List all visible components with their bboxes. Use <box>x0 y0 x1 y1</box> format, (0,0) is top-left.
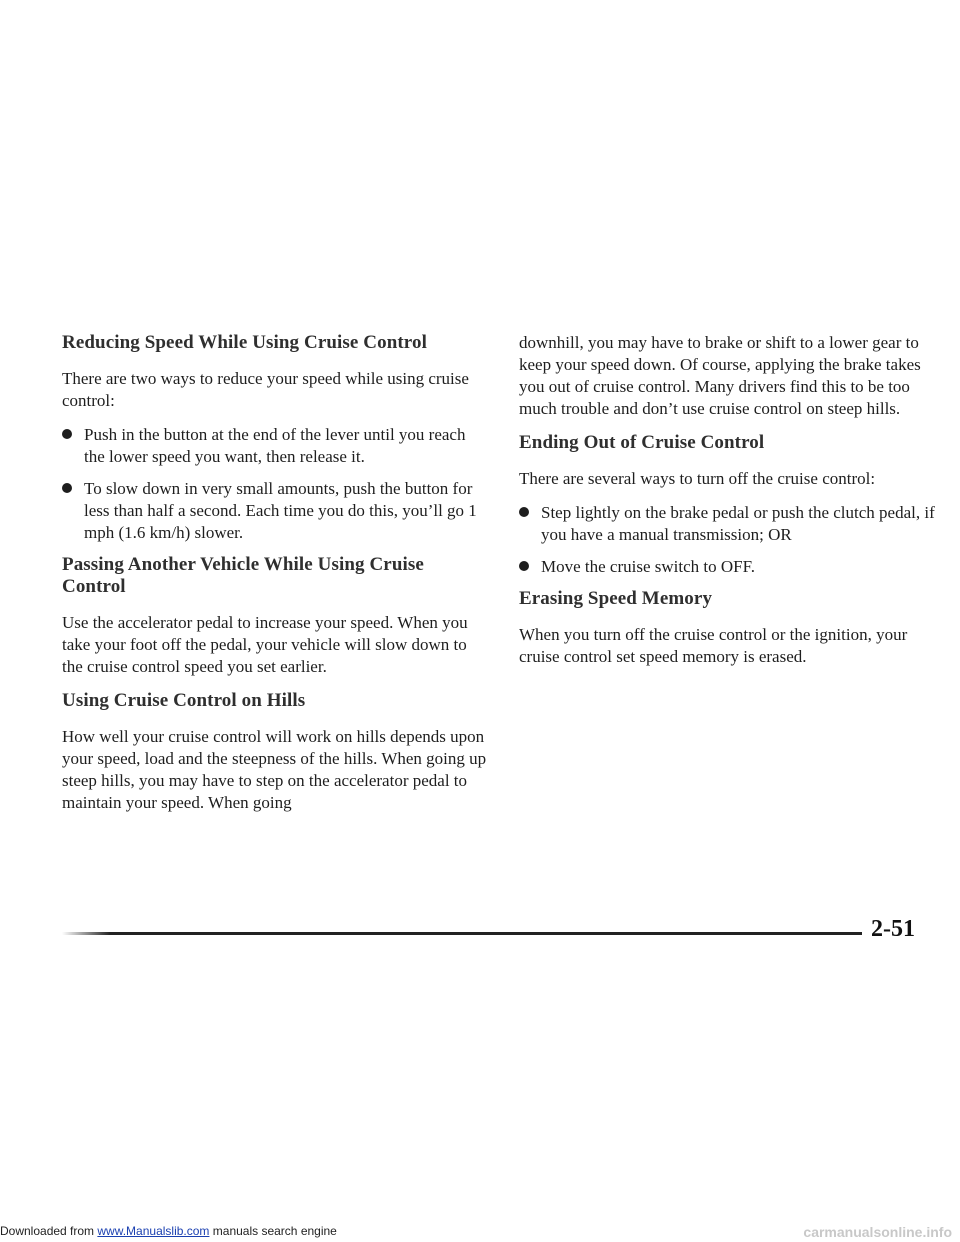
heading-passing-vehicle: Passing Another Vehicle While Using Cruise Control <box>62 554 424 597</box>
paragraph-several-ways: There are several ways to turn off the cruise control: <box>519 469 876 488</box>
download-footer <box>0 1224 337 1238</box>
paragraph-erasing: When you turn off the cruise control or the ignition, your cruise control set speed memory is erased. <box>519 625 908 666</box>
heading-erasing-memory: Erasing Speed Memory <box>519 588 713 609</box>
paragraph-two-ways: There are two ways to reduce your speed while using cruise control: <box>62 369 469 410</box>
bullet-icon <box>62 429 72 439</box>
paragraph-accelerator: Use the accelerator pedal to increase your speed. When you take your foot off the pedal, your vehicle will slow down to the cruise control speed you set earlier. <box>62 613 468 676</box>
heading-ending-cruise: Ending Out of Cruise Control <box>519 432 765 453</box>
list-item: Push in the button at the end of the lever until you reach the lower speed you want, then release it. <box>62 424 490 468</box>
page-number: 2-51 <box>871 916 915 942</box>
bullet-icon <box>519 507 529 517</box>
reduce-speed-list <box>62 424 490 544</box>
watermark: carmanualsonline.info <box>803 1224 952 1240</box>
heading-hills: Using Cruise Control on Hills <box>62 690 306 711</box>
list-item: Move the cruise switch to OFF. <box>519 556 947 578</box>
heading-reducing-speed: Reducing Speed While Using Cruise Control <box>62 332 427 353</box>
paragraph-downhill: downhill, you may have to brake or shift to a lower gear to keep your speed down. Of course, applying the brake takes you out of cruise control. Many drivers find this to be too much trouble and don’t use cruise control on steep hills. <box>519 333 921 418</box>
footer-rule <box>62 932 862 935</box>
list-item: To slow down in very small amounts, push the button for less than half a second. Each time you do this, you’ll go 1 mph (1.6 km/h) slower. <box>62 478 490 544</box>
ending-cruise-list <box>519 502 947 578</box>
paragraph-hills: How well your cruise control will work on hills depends upon your speed, load and the steepness of the hills. When going up steep hills, you may have to step on the accelerator pedal to maintain your speed. When going <box>62 727 487 812</box>
bullet-icon <box>62 483 72 493</box>
footer-suffix: manuals search engine <box>209 1224 337 1238</box>
list-item: Step lightly on the brake pedal or push the clutch pedal, if you have a manual transmission; OR <box>519 502 947 546</box>
left-column <box>62 332 490 826</box>
right-column <box>519 332 947 680</box>
footer-prefix: Downloaded from <box>0 1224 98 1238</box>
manualslib-link[interactable]: www.Manualslib.com <box>97 1224 210 1238</box>
bullet-icon <box>519 561 529 571</box>
